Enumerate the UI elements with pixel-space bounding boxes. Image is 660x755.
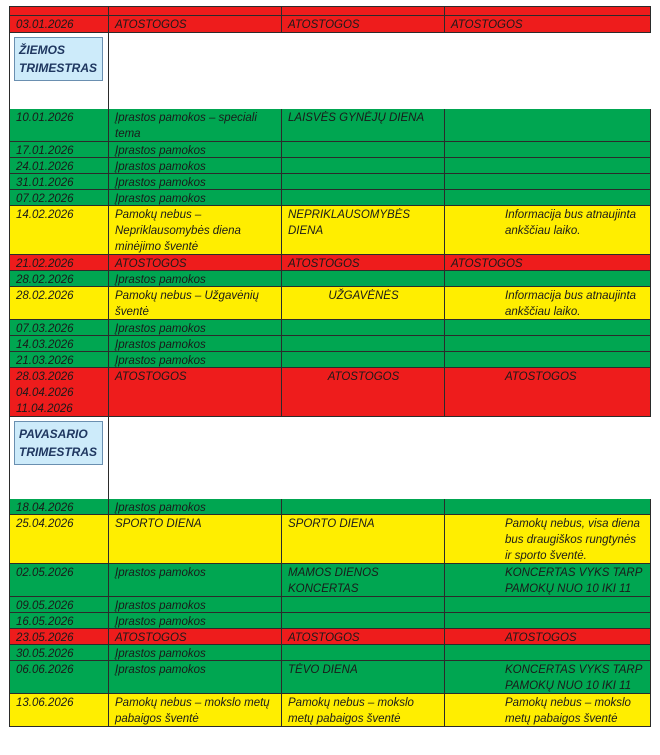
schedule-row xyxy=(9,255,651,271)
event-cell xyxy=(282,190,445,206)
info-cell xyxy=(445,271,651,287)
event-cell: UŽGAVĖNĖS xyxy=(282,287,445,320)
activity-cell: Įprastos pamokos xyxy=(109,271,282,287)
schedule-row xyxy=(9,564,651,597)
date-cell: 07.03.2026 xyxy=(9,320,109,336)
activity-cell: ATOSTOGOS xyxy=(109,629,282,645)
date-cell: 24.01.2026 xyxy=(9,158,109,174)
event-cell xyxy=(282,320,445,336)
schedule-row xyxy=(9,206,651,255)
activity-cell: Įprastos pamokos xyxy=(109,645,282,661)
activity-cell: Įprastos pamokos xyxy=(109,320,282,336)
schedule-row xyxy=(9,190,651,206)
event-cell xyxy=(282,597,445,613)
schedule-row xyxy=(9,320,651,336)
date-cell: 25.04.2026 xyxy=(9,515,109,564)
date-cell: 21.03.2026 xyxy=(9,352,109,368)
info-cell xyxy=(445,109,651,142)
info-cell: ATOSTOGOS xyxy=(445,629,651,645)
event-cell xyxy=(282,142,445,158)
info-cell: KONCERTAS VYKS TARP PAMOKŲ NUO 10 IKI 11 xyxy=(445,661,651,694)
event-cell xyxy=(282,645,445,661)
info-cell xyxy=(445,336,651,352)
date-cell: 18.04.2026 xyxy=(9,499,109,515)
section-spacer xyxy=(109,417,651,499)
date-cell: 07.02.2026 xyxy=(9,190,109,206)
activity-cell: Įprastos pamokos – speciali tema xyxy=(109,109,282,142)
activity-cell: ATOSTOGOS xyxy=(109,255,282,271)
schedule-row xyxy=(9,499,651,515)
event-cell xyxy=(282,499,445,515)
date-cell: 17.01.2026 xyxy=(9,142,109,158)
event-cell xyxy=(282,613,445,629)
schedule-row xyxy=(9,597,651,613)
info-cell: ATOSTOGOS xyxy=(445,255,651,271)
section-header xyxy=(9,417,651,499)
activity-cell: Įprastos pamokos xyxy=(109,174,282,190)
event-cell: SPORTO DIENA xyxy=(282,515,445,564)
info-cell xyxy=(445,499,651,515)
activity-cell: Įprastos pamokos xyxy=(109,142,282,158)
date-cell: 14.02.2026 xyxy=(9,206,109,255)
activity-cell: Įprastos pamokos xyxy=(109,352,282,368)
event-cell xyxy=(282,6,445,16)
info-cell xyxy=(445,613,651,629)
schedule-row xyxy=(9,645,651,661)
event-cell: LAISVĖS GYNĖJŲ DIENA xyxy=(282,109,445,142)
schedule-row xyxy=(9,336,651,352)
date-cell: 28.02.2026 xyxy=(9,271,109,287)
date-cell: 28.03.2026 04.04.2026 11.04.2026 xyxy=(9,368,109,417)
activity-cell xyxy=(109,6,282,16)
schedule-row xyxy=(9,109,651,142)
section-label-cell xyxy=(9,417,109,499)
info-cell: Pamokų nebus, visa diena bus draugiškos rungtynės ir sporto šventė. xyxy=(445,515,651,564)
date-cell: 10.01.2026 xyxy=(9,109,109,142)
date-cell: 21.02.2026 xyxy=(9,255,109,271)
activity-cell: Įprastos pamokos xyxy=(109,499,282,515)
schedule-row xyxy=(9,613,651,629)
event-cell xyxy=(282,271,445,287)
event-cell: ATOSTOGOS xyxy=(282,629,445,645)
schedule-row xyxy=(9,287,651,320)
date-cell: 06.06.2026 xyxy=(9,661,109,694)
info-cell xyxy=(445,597,651,613)
schedule-row xyxy=(9,661,651,694)
schedule-row xyxy=(9,271,651,287)
event-cell: MAMOS DIENOS KONCERTAS xyxy=(282,564,445,597)
schedule-row xyxy=(9,694,651,727)
event-cell: Pamokų nebus – mokslo metų pabaigos šventė xyxy=(282,694,445,727)
term-title: PAVASARIO TRIMESTRAS xyxy=(14,421,103,465)
date-cell: 28.02.2026 xyxy=(9,287,109,320)
info-cell: Pamokų nebus – mokslo metų pabaigos šventė xyxy=(445,694,651,727)
schedule-row xyxy=(9,515,651,564)
section-header xyxy=(9,33,651,109)
schedule-row xyxy=(9,16,651,33)
event-cell xyxy=(282,352,445,368)
info-cell: Informacija bus atnaujinta ankščiau laiko. xyxy=(445,287,651,320)
schedule-row xyxy=(9,142,651,158)
date-cell xyxy=(9,6,109,16)
activity-cell: ATOSTOGOS xyxy=(109,16,282,33)
schedule-row xyxy=(9,6,651,16)
info-cell: KONCERTAS VYKS TARP PAMOKŲ NUO 10 IKI 11 xyxy=(445,564,651,597)
schedule-row xyxy=(9,368,651,417)
activity-cell: Įprastos pamokos xyxy=(109,336,282,352)
date-cell: 30.05.2026 xyxy=(9,645,109,661)
info-cell: Informacija bus atnaujinta ankščiau laiko. xyxy=(445,206,651,255)
event-cell xyxy=(282,174,445,190)
date-cell: 14.03.2026 xyxy=(9,336,109,352)
date-cell: 02.05.2026 xyxy=(9,564,109,597)
info-cell xyxy=(445,6,651,16)
info-cell xyxy=(445,320,651,336)
info-cell xyxy=(445,645,651,661)
schedule-row xyxy=(9,174,651,190)
schedule-row xyxy=(9,158,651,174)
activity-cell: Įprastos pamokos xyxy=(109,661,282,694)
section-label-cell xyxy=(9,33,109,109)
schedule-row xyxy=(9,352,651,368)
info-cell xyxy=(445,352,651,368)
event-cell: ATOSTOGOS xyxy=(282,16,445,33)
activity-cell: Įprastos pamokos xyxy=(109,158,282,174)
activity-cell: Įprastos pamokos xyxy=(109,613,282,629)
info-cell: ATOSTOGOS xyxy=(445,368,651,417)
term-title: ŽIEMOS TRIMESTRAS xyxy=(14,37,103,81)
event-cell: ATOSTOGOS xyxy=(282,368,445,417)
date-cell: 23.05.2026 xyxy=(9,629,109,645)
info-cell: ATOSTOGOS xyxy=(445,16,651,33)
event-cell: NEPRIKLAUSOMYBĖS DIENA xyxy=(282,206,445,255)
event-cell xyxy=(282,158,445,174)
event-cell xyxy=(282,336,445,352)
schedule-row xyxy=(9,629,651,645)
event-cell: TĖVO DIENA xyxy=(282,661,445,694)
date-cell: 09.05.2026 xyxy=(9,597,109,613)
activity-cell: Pamokų nebus – mokslo metų pabaigos šventė xyxy=(109,694,282,727)
info-cell xyxy=(445,158,651,174)
info-cell xyxy=(445,142,651,158)
date-cell: 03.01.2026 xyxy=(9,16,109,33)
info-cell xyxy=(445,190,651,206)
activity-cell: Įprastos pamokos xyxy=(109,564,282,597)
activity-cell: Pamokų nebus – Užgavėnių šventė xyxy=(109,287,282,320)
event-cell: ATOSTOGOS xyxy=(282,255,445,271)
date-cell: 16.05.2026 xyxy=(9,613,109,629)
activity-cell: ATOSTOGOS xyxy=(109,368,282,417)
info-cell xyxy=(445,174,651,190)
section-spacer xyxy=(109,33,651,109)
activity-cell: Įprastos pamokos xyxy=(109,597,282,613)
date-cell: 31.01.2026 xyxy=(9,174,109,190)
activity-cell: Pamokų nebus – Nepriklausomybės diena minėjimo šventė xyxy=(109,206,282,255)
activity-cell: Įprastos pamokos xyxy=(109,190,282,206)
activity-cell: SPORTO DIENA xyxy=(109,515,282,564)
date-cell: 13.06.2026 xyxy=(9,694,109,727)
